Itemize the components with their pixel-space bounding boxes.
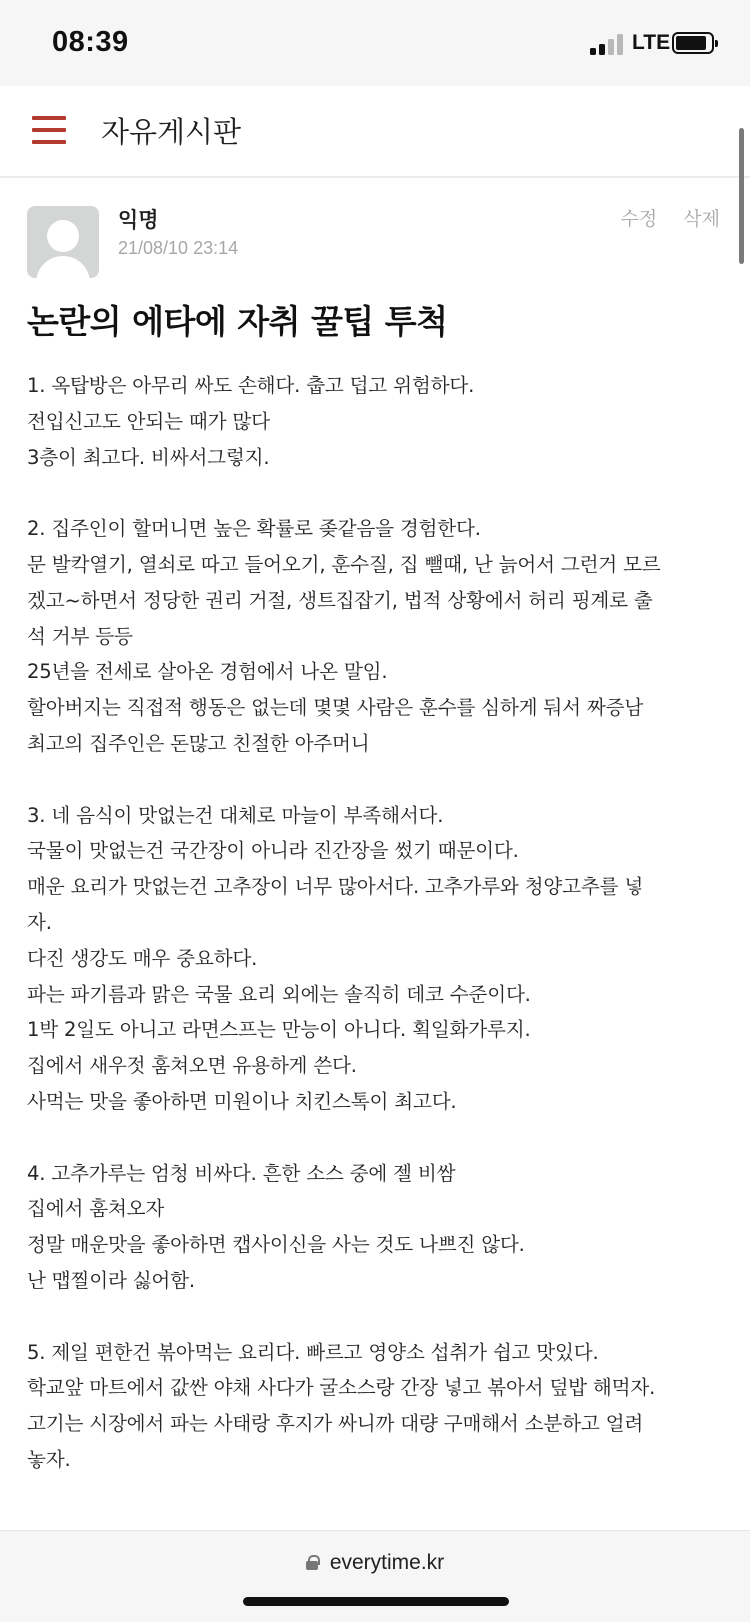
header-bar	[0, 86, 750, 178]
battery-icon	[672, 32, 714, 54]
status-time: 08:39	[52, 26, 129, 58]
post-body-line: 최고의 집주인은 돈많고 친절한 아주머니	[27, 731, 370, 755]
post-body-line: 다진 생강도 매우 중요하다.	[27, 946, 258, 970]
paragraph-spacer	[27, 1299, 729, 1335]
post-body-line: 사먹는 맛을 좋아하면 미원이나 치킨스톡이 최고다.	[27, 1089, 457, 1113]
home-indicator[interactable]	[243, 1597, 509, 1606]
post-body-line: 국물이 맛없는건 국간장이 아니라 진간장을 썼기 때문이다.	[27, 839, 519, 863]
board-title: 자유게시판	[101, 115, 242, 149]
scrollbar[interactable]	[739, 128, 744, 264]
post-body-line: 학교앞 마트에서 값싼 야채 사다가 굴소스랑 간장 넣고 볶아서 덮밥 해먹자.	[27, 1376, 656, 1400]
signal-strength-icon	[590, 33, 626, 55]
status-bar	[0, 0, 750, 86]
post-body-line: 자.	[27, 910, 52, 934]
post-body-line: 집에서 새우젓 훔쳐오면 유용하게 쓴다.	[27, 1054, 357, 1078]
author-name: 익명	[118, 208, 159, 232]
hamburger-menu-icon[interactable]	[32, 116, 66, 144]
post-body-line: 5. 제일 편한건 볶아먹는 요리다. 빠르고 영양소 섭취가 쉽고 맛있다.	[27, 1340, 599, 1364]
post-title: 논란의 에타에 자취 꿀팁 투척	[27, 302, 448, 341]
post-body-line: 석 거부 등등	[27, 624, 133, 648]
post-body-line: 3. 네 음식이 맛없는건 대체로 마늘이 부족해서다.	[27, 803, 444, 827]
carrier-label: LTE	[632, 31, 671, 54]
url-bar[interactable]	[0, 1551, 750, 1575]
edit-button[interactable]: 수정	[620, 208, 658, 230]
paragraph-spacer	[27, 1120, 729, 1156]
url-text: everytime.kr	[329, 1551, 445, 1574]
post-body-line: 1박 2일도 아니고 라면스프는 만능이 아니다. 획일화가루지.	[27, 1018, 531, 1042]
post-timestamp: 21/08/10 23:14	[118, 238, 239, 258]
delete-button[interactable]: 삭제	[683, 208, 720, 230]
post-body-line: 25년을 전세로 살아온 경험에서 나온 말임.	[27, 660, 388, 684]
post-body-line: 1. 옥탑방은 아무리 싸도 손해다. 춥고 덥고 위험하다.	[27, 374, 475, 397]
post-actions	[601, 204, 720, 231]
post-body-line: 매운 요리가 맛없는건 고추장이 너무 많아서다. 고추가루와 청양고추를 넣	[27, 875, 644, 899]
post-body-line: 고기는 시장에서 파는 사태랑 후지가 싸니까 대량 구매해서 소분하고 얼려	[27, 1412, 644, 1436]
post-body-line: 난 맵찔이라 싫어함.	[27, 1268, 195, 1292]
post-body-line: 놓자.	[27, 1447, 71, 1471]
post-body-line: 집에서 훔쳐오자	[27, 1197, 165, 1221]
post-body-line: 할아버지는 직접적 행동은 없는데 몇몇 사람은 훈수를 심하게 둬서 짜증남	[27, 696, 644, 720]
post-body-line: 문 발칵열기, 열쇠로 따고 들어오기, 훈수질, 집 뺄때, 난 늙어서 그런거 모르	[27, 552, 661, 576]
post-body-line: 4. 고추가루는 엄청 비싸다. 흔한 소스 중에 젤 비쌈	[27, 1161, 456, 1185]
avatar	[27, 206, 99, 278]
post-body-line: 겠고~하면서 정당한 권리 거절, 생트집잡기, 법적 상황에서 허리 핑계로 출	[27, 588, 653, 612]
browser-address-bar	[0, 1530, 750, 1622]
post-body-line: 전입신고도 안되는 때가 많다	[27, 409, 270, 433]
lock-icon	[306, 1555, 318, 1570]
post-body-line: 파는 파기름과 맑은 국물 요리 외에는 솔직히 데코 수준이다.	[27, 982, 531, 1006]
post-body	[27, 368, 729, 1478]
post-body-line: 3층이 최고다. 비싸서그렇지.	[27, 445, 270, 469]
post-body-line: 정말 매운맛을 좋아하면 캡사이신을 사는 것도 나쁘진 않다.	[27, 1233, 525, 1257]
post-body-line: 2. 집주인이 할머니면 높은 확률로 좆같음을 경험한다.	[27, 517, 481, 541]
paragraph-spacer	[27, 475, 729, 511]
paragraph-spacer	[27, 762, 729, 798]
